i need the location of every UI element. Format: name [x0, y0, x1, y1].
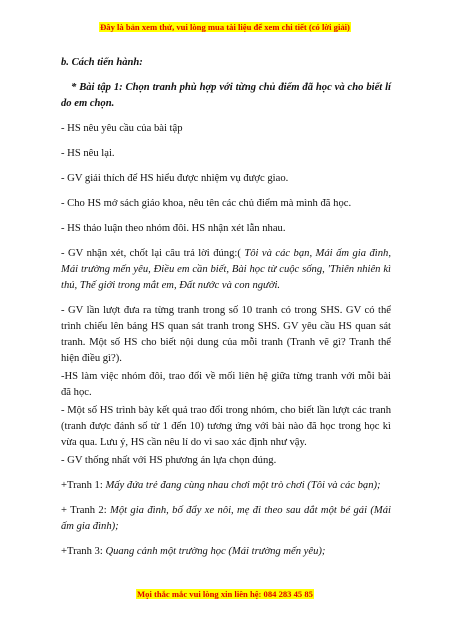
- conclusion-intro: - GV nhận xét, chốt lại câu trả lời đúng:(: [61, 248, 241, 259]
- picture-label: +Tranh 1:: [61, 480, 106, 491]
- picture-item: [61, 478, 391, 494]
- conclusion-topics: Tôi và các bạn, Mái ấm gia đình, Mái trường mến yêu, Điều em cần biết, Bài học từ cuộc sống, 'Thiên nhiên kì thú, Thế giới trong mắt em, Đất nước và con người.: [61, 248, 391, 291]
- section-title: b. Cách tiến hành:: [61, 57, 143, 68]
- picture-item: [61, 503, 391, 535]
- teacher-conclusion: [61, 246, 391, 294]
- exercise-title: * Bài tập 1: Chọn tranh phù hợp với từng chủ điểm đã học và cho biết lí do em chọn.: [61, 82, 391, 109]
- document-body: [61, 55, 391, 560]
- paragraph-group-report: - Một số HS trình bày kết quả trao đổi trong nhóm, cho biết lần lượt các tranh (tranh được đánh số từ 1 đến 10) tương ứng với bài nào đã học trong học kì vừa qua. Lưu ý, HS cần nêu lí do vì sao xác định như vậy.: [61, 405, 391, 448]
- step-item: - HS thảo luận theo nhóm đôi. HS nhận xét lẫn nhau.: [61, 223, 286, 234]
- preview-notice-banner: [0, 22, 450, 32]
- picture-item: [61, 544, 391, 560]
- paragraph-pair-work: -HS làm việc nhóm đôi, trao đổi về mối liên hệ giữa từng tranh với mỗi bài đã học.: [61, 371, 391, 398]
- preview-notice-text: Đây là bản xem thử, vui lòng mua tài liệu để xem chi tiết (có lời giải): [100, 22, 350, 32]
- picture-label: +Tranh 3:: [61, 546, 106, 557]
- contact-footer-text: Mọi thắc mắc vui lòng xin liên hệ: 084 283 45 85: [137, 589, 313, 599]
- contact-footer-banner: [0, 589, 450, 599]
- step-item: - Cho HS mở sách giáo khoa, nêu tên các chủ điểm mà mình đã học.: [61, 198, 352, 209]
- picture-description: Quang cảnh một trường học (Mái trường mến yêu);: [105, 546, 326, 557]
- step-item: - GV giải thích để HS hiểu được nhiệm vụ được giao.: [61, 173, 289, 184]
- picture-description: Một gia đình, bố đẩy xe nôi, mẹ đi theo sau dắt một bé gái (Mái ấm gia đình);: [61, 505, 391, 532]
- paragraph-picture-presentation: - GV lần lượt đưa ra từng tranh trong số 10 tranh có trong SHS. GV có thể trình chiếu lên bảng HS quan sát tranh trong SHS. GV yêu cầu HS quan sát tranh. Một số HS cho biết nội dung của mỗi tranh (Tranh vẽ gì? Tranh thể hiện điều gì?).: [61, 305, 391, 364]
- paragraph-agreement: - GV thống nhất với HS phương án lựa chọn đúng.: [61, 455, 277, 466]
- picture-description: Mấy đứa trẻ đang cùng nhau chơi một trò chơi (Tôi và các bạn);: [105, 480, 381, 491]
- picture-label: + Tranh 2:: [61, 505, 111, 516]
- step-item: - HS nêu lại.: [61, 148, 115, 159]
- step-item: - HS nêu yêu cầu của bài tập: [61, 123, 183, 134]
